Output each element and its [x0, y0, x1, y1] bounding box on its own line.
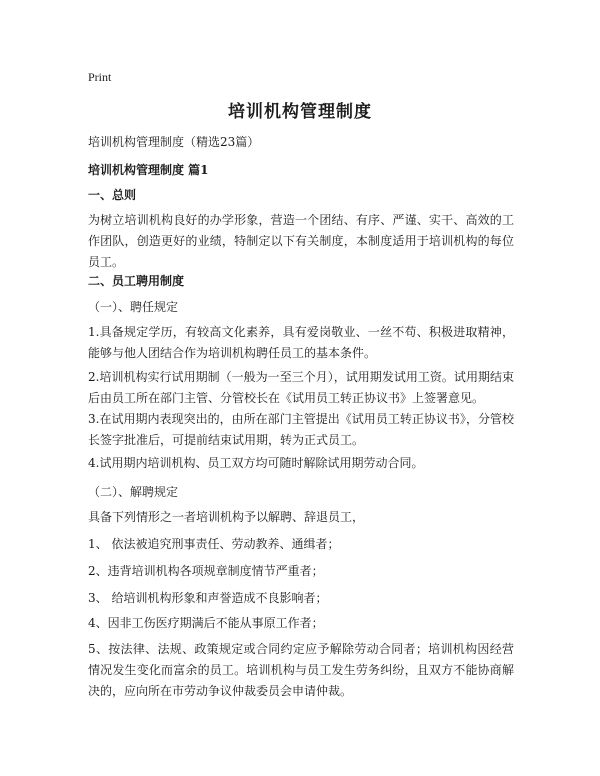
- subsection-heading-dismissal: （二）、解聘规定: [88, 485, 179, 499]
- list-item: 3、 给培训机构形象和声誉造成不良影响者；: [88, 591, 328, 605]
- print-label: Print: [88, 70, 112, 84]
- section-heading-employment: 二、员工聘用制度: [88, 274, 185, 288]
- list-item: 5、按法律、法规、政策规定或合同约定应予解除劳动合同者；培训机构因经营情况发生变化而富余的员工。培训机构与员工发生劳务纠纷，且双方不能协商解决的，应向所在市劳动争议仲裁委员会申请仲裁。: [88, 642, 514, 698]
- list-item: 1.具备规定学历，有较高文化素养，具有爱岗敬业、一丝不苟、积极进取精神，能够与他人团结合作为培训机构聘任员工的基本条件。: [88, 325, 514, 360]
- list-item: 4.试用期内培训机构、员工双方均可随时解除试用期劳动合同。: [88, 456, 424, 470]
- document-subtitle: 培训机构管理制度（精选23篇）: [88, 135, 260, 149]
- list-item: 1、 依法被追究刑事责任、劳动教养、通缉者；: [88, 537, 340, 551]
- document-title: 培训机构管理制度: [228, 102, 372, 122]
- list-item: 4、因非工伤医疗期满后不能从事原工作者；: [88, 616, 324, 630]
- list-item: 2、违背培训机构各项规章制度情节严重者；: [88, 564, 324, 578]
- list-item: 2.培训机构实行试用期制（一般为一至三个月），试用期发试用工资。试用期结束后由员工所在部门主管、分管校长在《试用员工转正协议书》上签署意见。: [88, 370, 514, 405]
- section-paragraph-general: 为树立培训机构良好的办学形象，营造一个团结、有序、严谨、实干、高效的工作团队，创造更好的业绩，特制定以下有关制度，本制度适用于培训机构的每位员工。: [88, 213, 514, 269]
- section-heading-general: 一、总则: [88, 188, 137, 202]
- subsection-heading-hiring: （一）、聘任规定: [88, 300, 179, 314]
- list-item: 3.在试用期内表现突出的，由所在部门主管提出《试用员工转正协议书》，分管校长签字批准后，可提前结束试用期，转为正式员工。: [88, 412, 514, 447]
- subsection-intro: 具备下列情形之一者培训机构予以解聘、辞退员工，: [88, 510, 365, 524]
- chapter-heading: 培训机构管理制度 篇1: [88, 163, 209, 177]
